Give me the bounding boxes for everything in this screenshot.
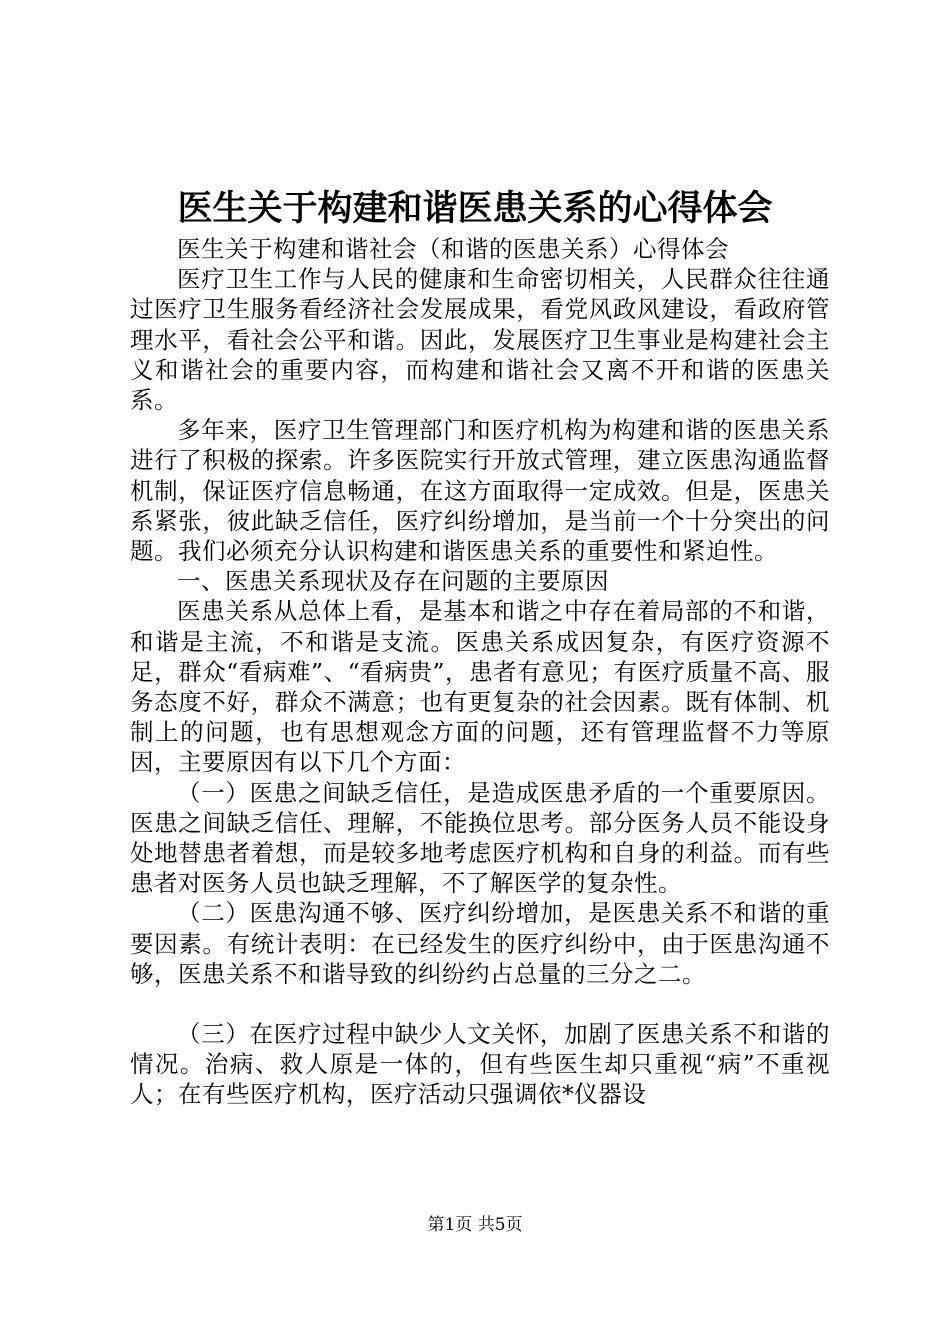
document-body — [130, 234, 830, 1110]
body-paragraph: （二）医患沟通不够、医疗纠纷增加，是医患关系不和谐的重要因素。有统计表明：在已经发生的医疗纠纷中，由于医患沟通不够，医患关系不和谐导致的纠纷约占总量的三分之二。 — [130, 899, 830, 988]
section-heading: 一、医患关系现状及存在问题的主要原因 — [177, 567, 609, 596]
document-title: 医生关于构建和谐医患关系的心得体会 — [177, 188, 773, 229]
page-footer: 第1页 共5页 — [427, 1215, 523, 1235]
body-paragraph: 医患关系从总体上看，是基本和谐之中存在着局部的不和谐，和谐是主流，不和谐是支流。医患关系成因复杂，有医疗资源不足，群众“看病难”、“看病贵”，患者有意见；有医疗质量不高、服务态度不好，群众不满意；也有更复杂的社会因素。既有体制、机制上的问题，也有思想观念方面的问题，还有管理监督不力等原因，主要原因有以下几个方面： — [130, 597, 830, 777]
body-paragraph: （三）在医疗过程中缺少人文关怀，加剧了医患关系不和谐的情况。治病、救人原是一体的，但有些医生却只重视“病”不重视人；在有些医疗机构，医疗活动只强调依*仪器设 — [130, 1020, 830, 1109]
body-paragraph: 医疗卫生工作与人民的健康和生命密切相关，人民群众往往通过医疗卫生服务看经济社会发展成果，看党风政风建设，看政府管理水平，看社会公平和谐。因此，发展医疗卫生事业是构建社会主义和谐社会的重要内容，而构建和谐社会又离不开和谐的医患关系。 — [130, 265, 830, 415]
body-paragraph: （一）医患之间缺乏信任，是造成医患矛盾的一个重要原因。医患之间缺乏信任、理解，不能换位思考。部分医务人员不能设身处地替患者着想，而是较多地考虑医疗机构和自身的利益。而有些患者对医务人员也缺乏理解，不了解医学的复杂性。 — [130, 778, 830, 898]
subtitle-paragraph: 医生关于构建和谐社会（和谐的医患关系）心得体会 — [177, 235, 729, 263]
paragraph-spacer — [130, 989, 830, 1019]
body-paragraph: 多年来，医疗卫生管理部门和医疗机构为构建和谐的医患关系进行了积极的探索。许多医院实行开放式管理，建立医患沟通监督机制，保证医疗信息畅通，在这方面取得一定成效。但是，医患关系紧张，彼此缺乏信任，医疗纠纷增加，是当前一个十分突出的问题。我们必须充分认识构建和谐医患关系的重要性和紧迫性。 — [130, 416, 830, 566]
